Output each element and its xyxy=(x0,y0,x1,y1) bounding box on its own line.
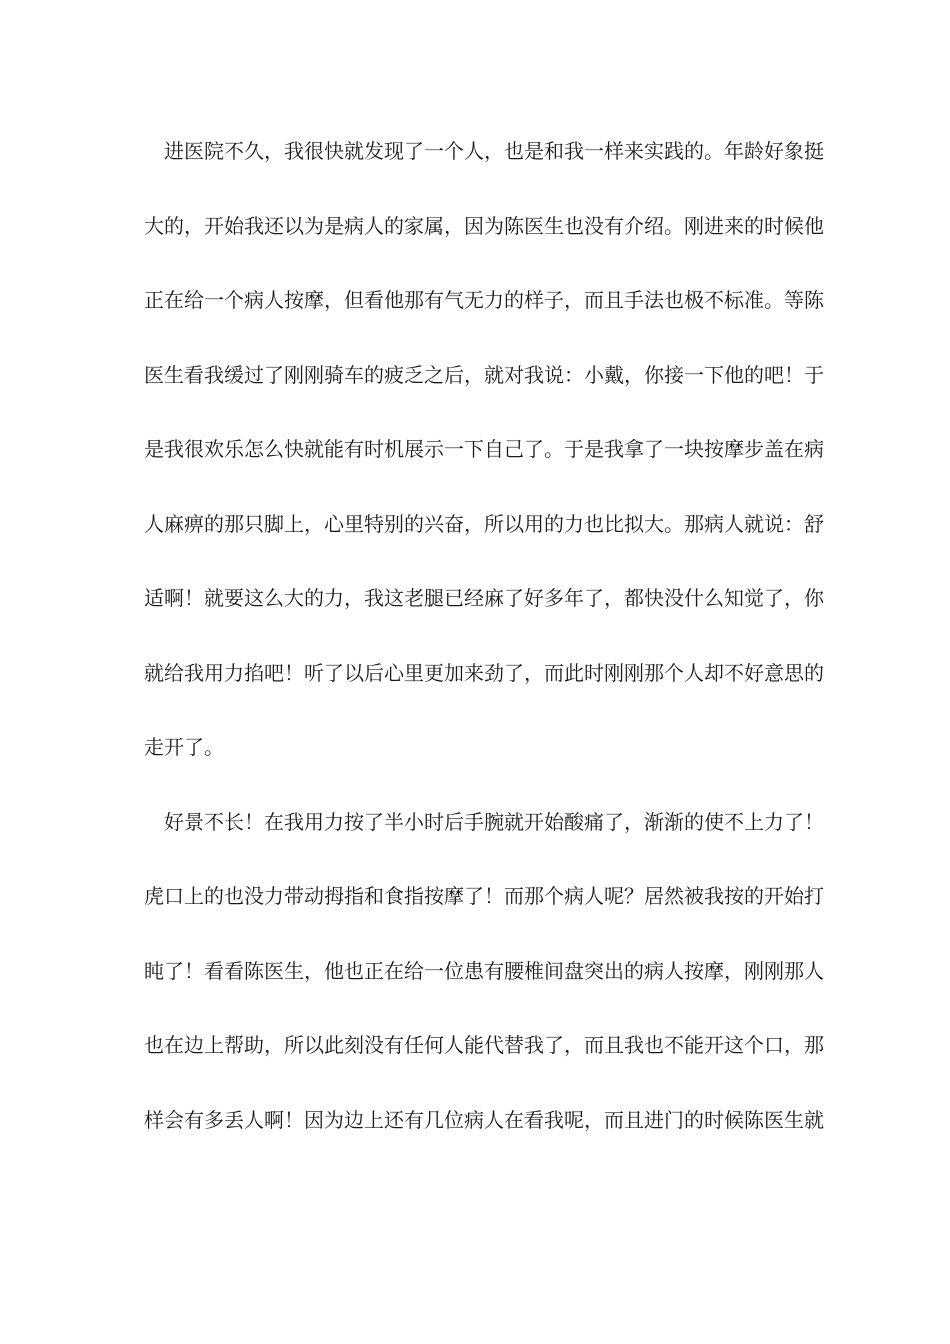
paragraph-1-line-6: 人麻痹的那只脚上，心里特别的兴奋，所以用的力也比拟大。那病人就说：舒 xyxy=(144,511,824,536)
paragraph-1-line-3: 正在给一个病人按摩，但看他那有气无力的样子，而且手法也极不标准。等陈 xyxy=(144,288,824,312)
paragraph-1-line-2: 大的，开始我还以为是病人的家属，因为陈医生也没有介绍。刚进来的时候他 xyxy=(144,213,824,238)
paragraph-2-line-3: 盹了！看看陈医生，他也正在给一位患有腰椎间盘突出的病人按摩，刚刚那人 xyxy=(144,958,824,983)
paragraph-2-line-1: 好景不长！在我用力按了半小时后手腕就开始酸痛了，渐渐的使不上力了！ xyxy=(164,809,824,834)
paragraph-1-line-1: 进医院不久，我很快就发现了一个人，也是和我一样来实践的。年龄好象挺 xyxy=(164,139,824,163)
body-text xyxy=(144,131,824,1174)
paragraph-2-line-2: 虎口上的也没力带动拇指和食指按摩了！而那个病人呢？居然被我按的开始打 xyxy=(144,884,824,908)
paragraph-2-line-4: 也在边上帮助，所以此刻没有任何人能代替我了，而且我也不能开这个口，那 xyxy=(144,1033,824,1057)
paragraph-2-line-5: 样会有多丢人啊！因为边上还有几位病人在看我呢，而且进门的时候陈医生就 xyxy=(144,1107,824,1132)
paragraph-1-line-7: 适啊！就要这么大的力，我这老腿已经麻了好多年了，都快没什么知觉了，你 xyxy=(144,586,824,610)
paragraph-1-line-8: 就给我用力掐吧！听了以后心里更加来劲了，而此时刚刚那个人却不好意思的 xyxy=(144,660,824,685)
paragraph-1-line-9: 走开了。 xyxy=(144,735,224,759)
paragraph-1-line-4: 医生看我缓过了刚刚骑车的疲乏之后，就对我说：小戴，你接一下他的吧！于 xyxy=(144,362,824,387)
paragraph-1-line-5: 是我很欢乐怎么快就能有时机展示一下自己了。于是我拿了一块按摩步盖在病 xyxy=(144,437,824,461)
